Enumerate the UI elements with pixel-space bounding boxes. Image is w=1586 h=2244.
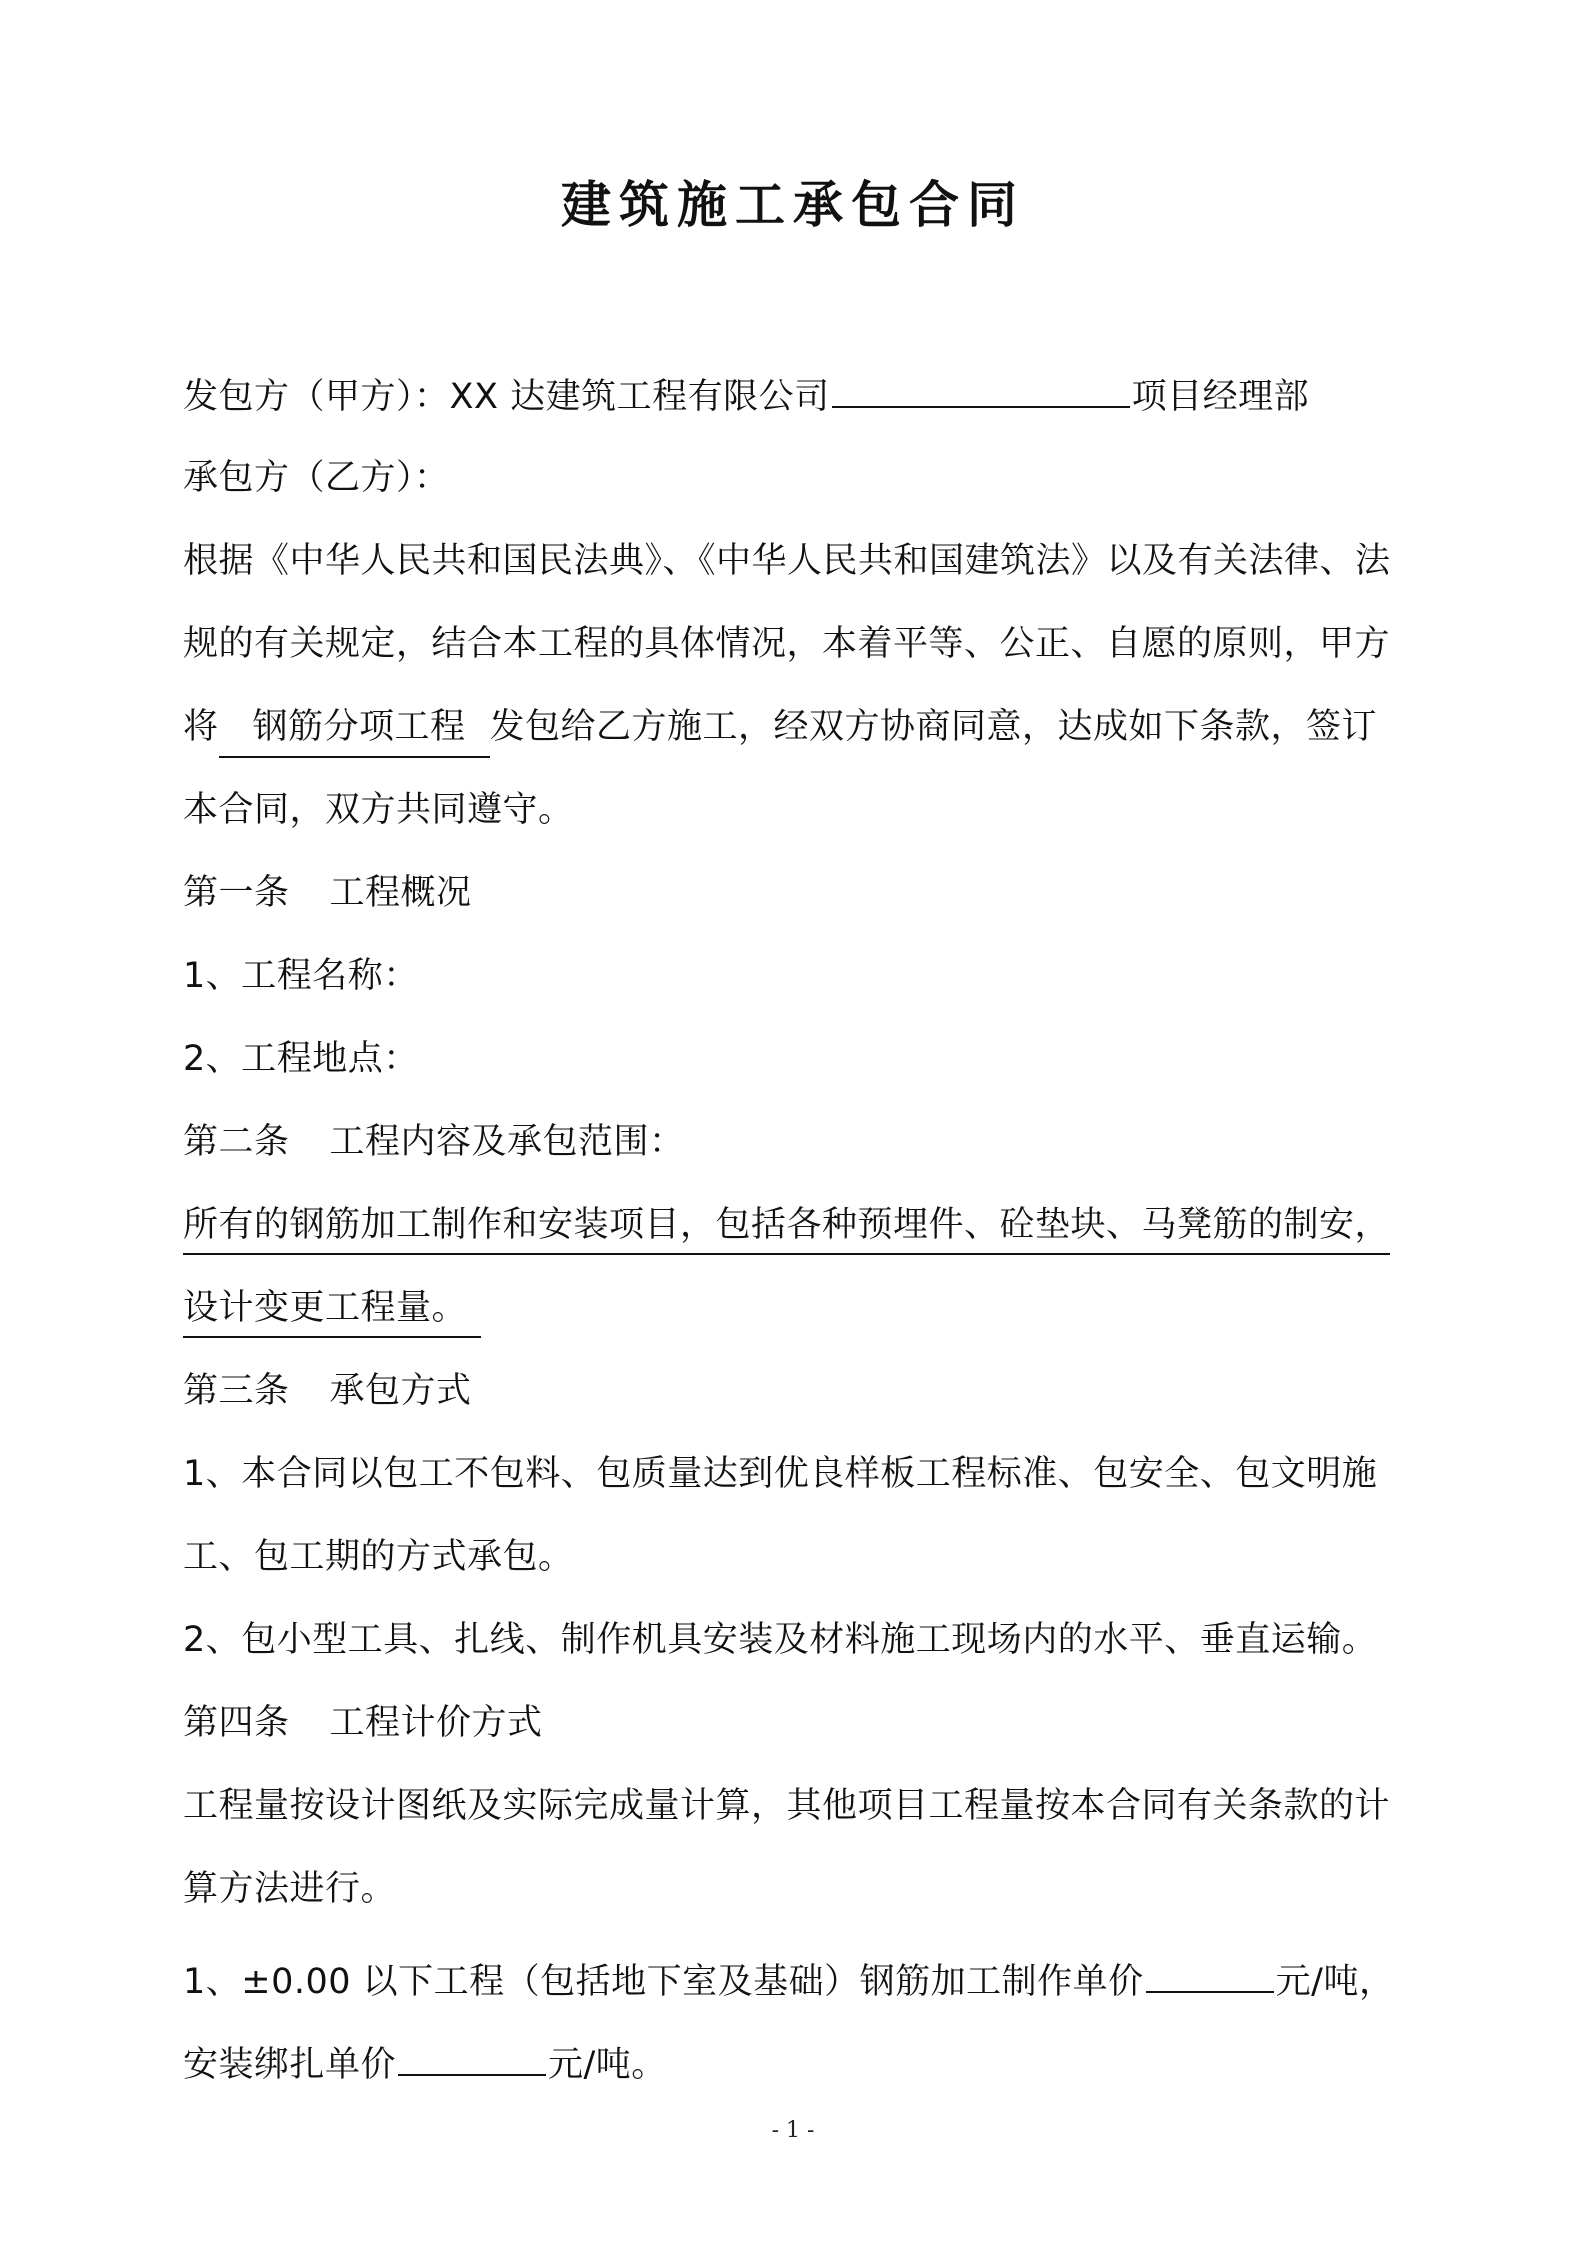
item-1-prefix: 1、±0.00 以下工程（包括地下室及基础）钢筋加工制作单价	[183, 1962, 1144, 2002]
article-1-item-1: 1、工程名称：	[183, 956, 419, 996]
article-3-number: 第三条	[183, 1371, 290, 1411]
fabrication-price-blank[interactable]	[1146, 1955, 1274, 1993]
article-2-number: 第二条	[183, 1122, 290, 1162]
article-4-title: 工程计价方式	[329, 1703, 543, 1743]
item-1b-prefix: 安装绑扎单价	[183, 2045, 397, 2085]
party-a-line	[183, 370, 1309, 422]
preamble-line-3	[183, 702, 1377, 758]
item-1b-unit: 元/吨。	[548, 2045, 667, 2085]
preamble-line-2: 规的有关规定，结合本工程的具体情况，本着平等、公正、自愿的原则，甲方	[183, 624, 1391, 664]
article-1-heading	[183, 868, 472, 918]
article-4-number: 第四条	[183, 1703, 290, 1743]
project-name-field[interactable]: 钢筋分项工程	[219, 702, 490, 758]
item-1-unit: 元/吨，	[1275, 1962, 1395, 2002]
party-a-label: 发包方（甲方）：XX 达建筑工程有限公司	[183, 377, 830, 417]
document-title: 建筑施工承包合同	[561, 175, 1025, 234]
party-b-label: 承包方（乙方）：	[183, 458, 450, 498]
article-4-item-1	[183, 1955, 1394, 2007]
article-1-number: 第一条	[183, 873, 290, 913]
preamble-line-1: 根据《中华人民共和国民法典》、《中华人民共和国建筑法》以及有关法律、法	[183, 541, 1391, 581]
article-4-item-1b	[183, 2038, 667, 2090]
preamble-line-4: 本合同，双方共同遵守。	[183, 790, 574, 830]
article-3-item-1-line-1: 1、本合同以包工不包料、包质量达到优良样板工程标准、包安全、包文明施	[183, 1454, 1378, 1494]
article-2-scope-line-1	[183, 1200, 1390, 1250]
preamble-line-3-prefix: 将	[183, 707, 219, 747]
article-3-title: 承包方式	[329, 1371, 472, 1411]
page-number: - 1 -	[771, 2118, 815, 2143]
scope-text-1: 所有的钢筋加工制作和安装项目，包括各种预埋件、砼垫块、马凳筋的制安，	[183, 1205, 1390, 1255]
article-4-desc-line-2: 算方法进行。	[183, 1869, 397, 1909]
article-3-item-1-line-2: 工、包工期的方式承包。	[183, 1537, 574, 1577]
article-3-heading	[183, 1366, 472, 1416]
article-2-title: 工程内容及承包范围：	[329, 1122, 685, 1162]
party-a-suffix: 项目经理部	[1131, 377, 1310, 417]
scope-text-2: 设计变更工程量。	[183, 1288, 481, 1338]
article-1-title: 工程概况	[329, 873, 472, 913]
party-b-line	[183, 453, 450, 503]
installation-price-blank[interactable]	[398, 2038, 546, 2076]
preamble-line-3-suffix: 发包给乙方施工，经双方协商同意，达成如下条款，签订	[489, 707, 1378, 747]
party-a-blank[interactable]	[832, 370, 1130, 408]
article-2-heading	[183, 1117, 685, 1167]
article-4-heading	[183, 1698, 543, 1748]
article-2-scope-line-2	[183, 1283, 481, 1333]
article-4-desc-line-1: 工程量按设计图纸及实际完成量计算，其他项目工程量按本合同有关条款的计	[183, 1786, 1391, 1826]
article-1-item-2: 2、工程地点：	[183, 1039, 419, 1079]
article-3-item-2: 2、包小型工具、扎线、制作机具安装及材料施工现场内的水平、垂直运输。	[183, 1620, 1378, 1660]
